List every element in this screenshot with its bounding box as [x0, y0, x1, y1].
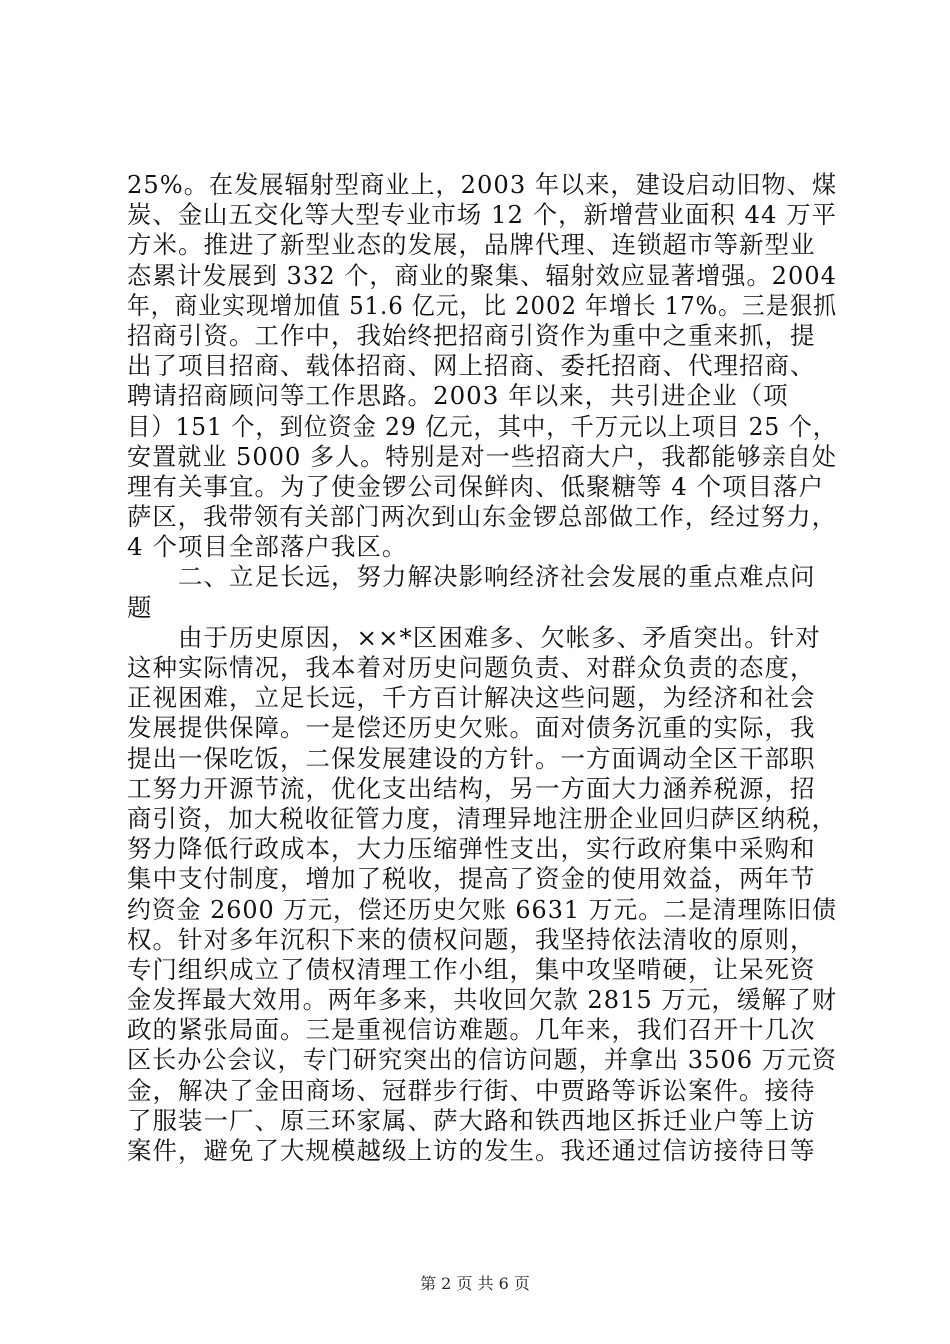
text-line: 4 个项目全部落户我区。 — [127, 532, 408, 562]
text-line: 发展提供保障。一是偿还历史欠账。面对债务沉重的实际，我 — [127, 713, 816, 743]
text-line: 政的紧张局面。三是重视信访难题。几年来，我们召开十几次 — [127, 1015, 816, 1045]
section-heading: 题 — [127, 592, 153, 622]
text-line: 金发挥最大效用。两年多来，共收回欠款 2815 万元，缓解了财 — [127, 985, 837, 1015]
text-line: 25%。在发展辐射型商业上，2003 年以来，建设启动旧物、煤 — [127, 170, 837, 199]
text-line: 区长办公会议，专门研究突出的信访问题，并拿出 3506 万元资 — [127, 1045, 837, 1075]
text-line: 正视困难，立足长远，千方百计解决这些问题，为经济和社会 — [127, 683, 816, 713]
text-line: 方米。推进了新型业态的发展，品牌代理、连锁超市等新型业 — [127, 230, 816, 260]
text-line: 理有关事宜。为了使金锣公司保鲜肉、低聚糖等 4 个项目落户 — [127, 471, 825, 501]
text-line: 目）151 个，到位资金 29 亿元，其中，千万元以上项目 25 个， — [127, 411, 837, 441]
page-footer: 第 2 页 共 6 页 — [420, 1274, 530, 1293]
text-line: 出了项目招商、载体招商、网上招商、委托招商、代理招商、 — [127, 351, 816, 381]
text-line: 集中支付制度，增加了税收，提高了资金的使用效益，两年节 — [127, 864, 816, 894]
text-line: 安置就业 5000 多人。特别是对一些招商大户，我都能够亲自处 — [127, 441, 837, 471]
body-text — [127, 170, 837, 1166]
text-line: 约资金 2600 万元，偿还历史欠账 6631 万元。二是清理陈旧债 — [127, 894, 837, 924]
text-line: 聘请招商顾问等工作思路。2003 年以来，共引进企业（项 — [127, 381, 789, 411]
text-line: 专门组织成立了债权清理工作小组，集中攻坚啃硬，让呆死资 — [127, 954, 816, 984]
text-line: 年，商业实现增加值 51.6 亿元，比 2002 年增长 17%。三是狠抓 — [127, 290, 837, 320]
text-line: 态累计发展到 332 个，商业的聚集、辐射效应显著增强。2004 — [127, 260, 837, 290]
text-line: 权。针对多年沉积下来的债权问题，我坚持依法清收的原则， — [127, 924, 816, 954]
text-line: 炭、金山五交化等大型专业市场 12 个，新增营业面积 44 万平 — [127, 200, 837, 230]
text-line: 工努力开源节流，优化支出结构，另一方面大力涵养税源，招 — [127, 773, 816, 803]
text-line: 金，解决了金田商场、冠群步行街、中贾路等诉讼案件。接待 — [127, 1075, 816, 1105]
text-line: 这种实际情况，我本着对历史问题负责、对群众负责的态度， — [127, 653, 816, 682]
text-line: 努力降低行政成本，大力压缩弹性支出，实行政府集中采购和 — [127, 834, 816, 864]
text-line: 由于历史原因，××*区困难多、欠帐多、矛盾突出。针对 — [127, 622, 821, 652]
text-line: 萨区，我带领有关部门两次到山东金锣总部做工作，经过努力， — [127, 502, 837, 532]
text-line: 案件，避免了大规模越级上访的发生。我还通过信访接待日等 — [127, 1136, 816, 1165]
text-line: 了服装一厂、原三环家属、萨大路和铁西地区拆迁业户等上访 — [127, 1105, 816, 1135]
text-line: 提出一保吃饭，二保发展建设的方针。一方面调动全区干部职 — [127, 743, 816, 773]
text-line: 商引资，加大税收征管力度，清理异地注册企业回归萨区纳税， — [127, 803, 837, 833]
text-line: 招商引资。工作中，我始终把招商引资作为重中之重来抓，提 — [127, 320, 816, 350]
section-heading: 二、立足长远，努力解决影响经济社会发展的重点难点问 — [127, 562, 816, 592]
